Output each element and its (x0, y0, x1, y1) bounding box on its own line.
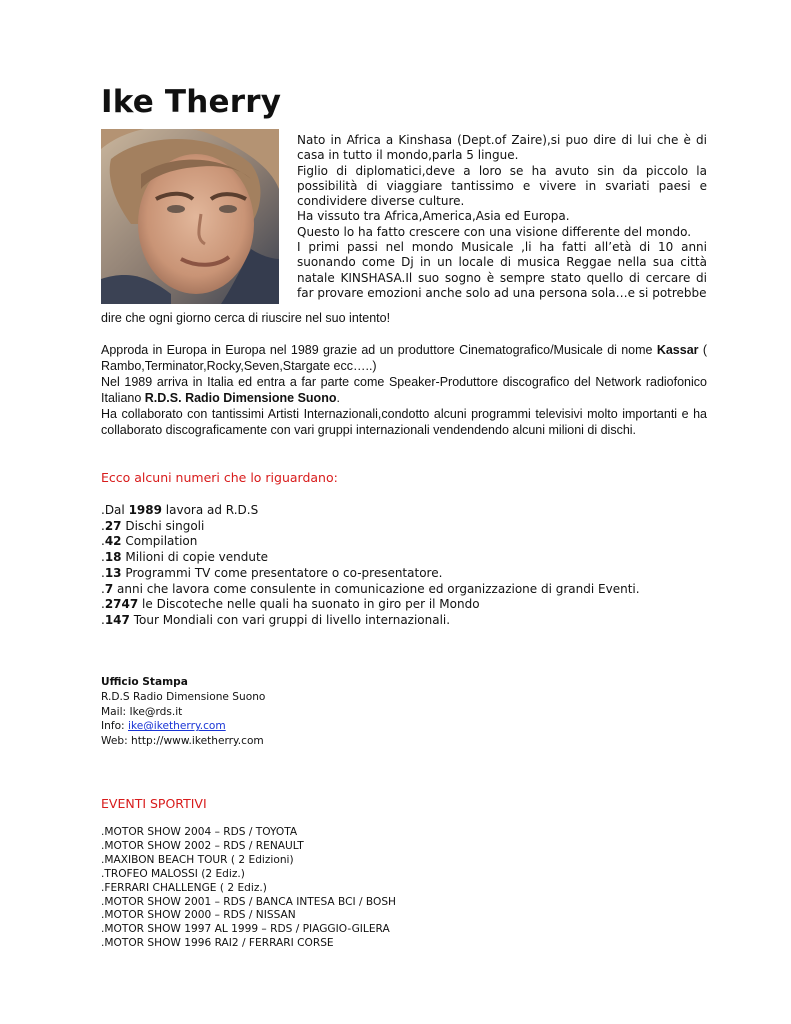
page-title: Ike Therry (101, 84, 282, 120)
list-item: .FERRARI CHALLENGE ( 2 Ediz.) (101, 881, 267, 894)
list-item: .7 anni che lavora come consulente in comunicazione ed organizzazione di grandi Eventi. (101, 581, 640, 596)
intro-paragraph: Nato in Africa a Kinshasa (Dept.of Zaire),si puo dire di lui che è di casa in tutto il mondo,parla 5 lingue. (297, 133, 707, 163)
bio-text: Approda in Europa in Europa nel 1989 grazie ad un produttore Cinematografico/Musicale di nome (101, 343, 657, 357)
bio-paragraph-3: Ha collaborato con tantissimi Artisti Internazionali,condotto alcuni programmi televisivi molto importanti e ha collaborato discograficamente con vari gruppi internazionali vendendendo alcuni milioni di dischi. (101, 407, 707, 437)
bio-paragraph-2 (101, 374, 707, 406)
list-item: .MOTOR SHOW 2002 – RDS / RENAULT (101, 839, 304, 852)
list-item: .147 Tour Mondiali con vari gruppi di livello internazionali. (101, 612, 451, 627)
bio-paragraph-1 (101, 342, 707, 374)
numbers-heading: Ecco alcuni numeri che lo riguardano: (101, 470, 338, 485)
list-item: .MOTOR SHOW 2000 – RDS / NISSAN (101, 909, 296, 922)
biography (101, 342, 707, 438)
list-item: .2747 le Discoteche nelle quali ha suonato in giro per il Mondo (101, 597, 480, 612)
list-item: .27 Dischi singoli (101, 518, 205, 533)
events-list (101, 826, 601, 951)
bio-bold-name: Kassar (656, 343, 699, 357)
list-item: .MOTOR SHOW 1996 RAI2 / FERRARI CORSE (101, 937, 334, 950)
bio-bold-network: R.D.S. Radio Dimensione Suono (144, 391, 337, 405)
list-item: .TROFEO MALOSSI (2 Ediz.) (101, 867, 245, 880)
list-item: .MOTOR SHOW 1997 AL 1999 – RDS / PIAGGIO-GILERA (101, 923, 390, 936)
intro-continuation: dire che ogni giorno cerca di riuscire nel suo intento! (101, 311, 391, 325)
bio-text: Nel 1989 arriva in Italia ed entra a far parte come Speaker-Produttore discografico del Network radiofonico Italiano (101, 375, 707, 405)
list-item: .42 Compilation (101, 534, 198, 549)
events-heading: EVENTI SPORTIVI (101, 796, 207, 811)
press-info (101, 719, 501, 734)
intro-paragraph: I primi passi nel mondo Musicale ,li ha fatti all’età di 10 anni suonando come Dj in un locale di musica Reggae nella sua città natale KINSHASA.Il suo sogno è sempre stato quello di cercare di far provare emozioni anche solo ad una persona sola…e si potrebbe (297, 240, 707, 300)
list-item: .Dal 1989 lavora ad R.D.S (101, 503, 259, 517)
info-email-link[interactable]: ike@iketherry.com (128, 720, 226, 733)
list-item: .13 Programmi TV come presentatore o co-presentatore. (101, 565, 443, 580)
portrait-photo (101, 129, 279, 304)
press-contact (101, 675, 501, 749)
bio-text: . (336, 391, 340, 405)
bio-text: ( Rambo,Terminator,Rocky,Seven,Stargate ecc…..) (101, 343, 707, 373)
intro-paragraph: Figlio di diplomatici,deve a loro se ha avuto sin da piccolo la possibilità di viaggiare tantissimo e vivere in svariati paesi e condividere diverse culture. (297, 163, 707, 209)
intro-paragraph: Ha vissuto tra Africa,America,Asia ed Europa. (297, 209, 570, 224)
intro-paragraph: Questo lo ha fatto crescere con una visione differente del mondo. (297, 224, 692, 239)
press-org: R.D.S Radio Dimensione Suono (101, 690, 266, 703)
press-web: Web: http://www.iketherry.com (101, 735, 264, 748)
intro-text (297, 133, 707, 305)
list-item: .MAXIBON BEACH TOUR ( 2 Edizioni) (101, 853, 294, 866)
list-item: .MOTOR SHOW 2001 – RDS / BANCA INTESA BCI / BOSH (101, 895, 397, 908)
press-heading: Ufficio Stampa (101, 676, 188, 688)
press-mail: Mail: Ike@rds.it (101, 705, 183, 718)
list-item: .18 Milioni di copie vendute (101, 550, 269, 565)
info-label: Info: (101, 720, 128, 733)
numbers-list (101, 503, 707, 629)
list-item: .MOTOR SHOW 2004 – RDS / TOYOTA (101, 826, 298, 838)
